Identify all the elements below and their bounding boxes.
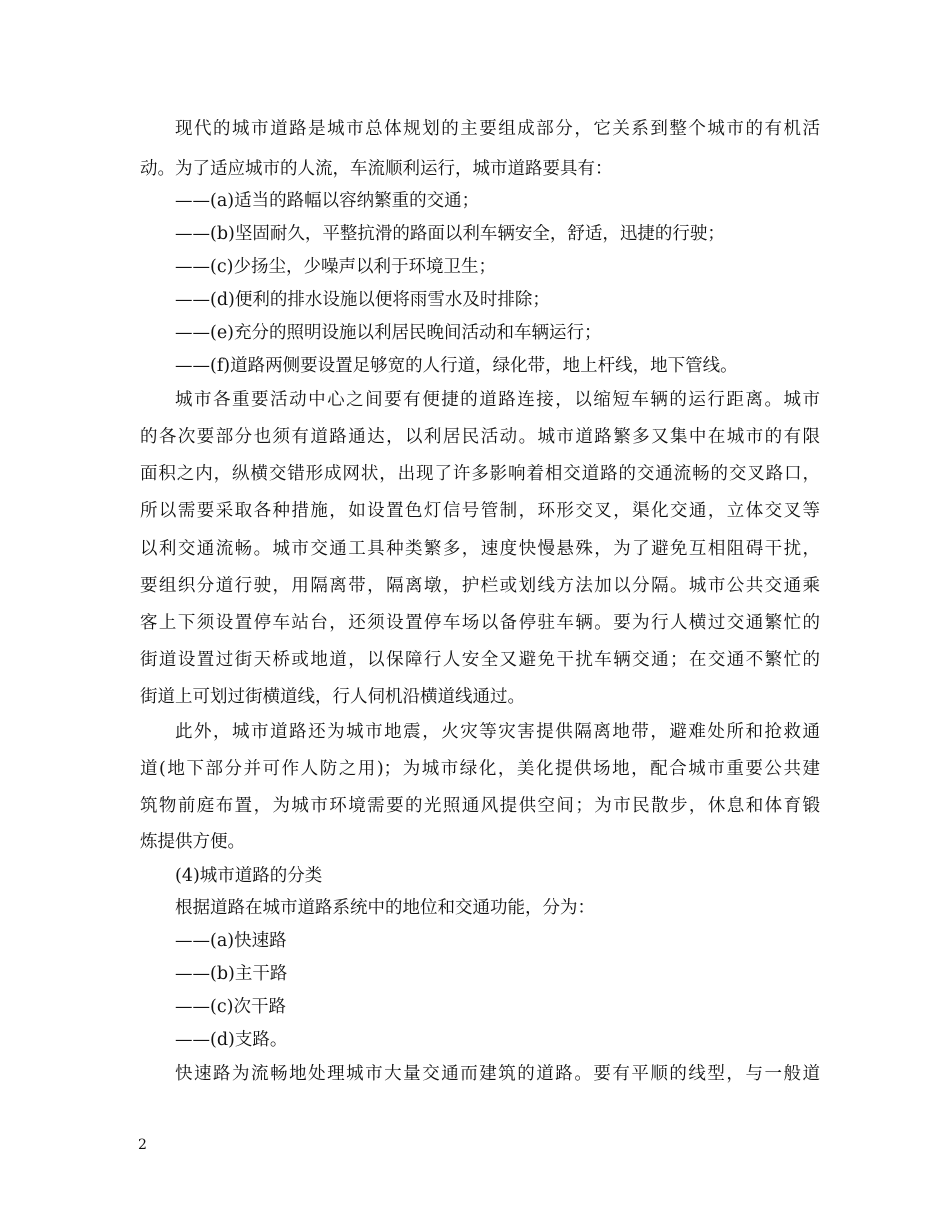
list-item: ——(d)便利的排水设施以便将雨雪水及时排除； — [175, 290, 550, 310]
text-line: 此外，城市道路还为城市地震，火灾等灾害提供隔离地带，避难处所和抢救通 — [175, 722, 820, 742]
list-item: ——(e)充分的照明设施以利居民晚间活动和车辆运行； — [175, 323, 602, 343]
text-line: 以利交通流畅。城市交通工具种类繁多，速度快慢悬殊，为了避免互相阻碍干扰， — [140, 539, 820, 559]
list-item: ——(b)坚固耐久，平整抗滑的路面以利车辆安全，舒适，迅捷的行驶； — [175, 224, 725, 244]
text-line: 要组织分道行驶，用隔离带，隔离墩，护栏或划线方法加以分隔。城市公共交通乘 — [140, 576, 820, 596]
section-heading: (4)城市道路的分类 — [175, 866, 323, 886]
text-line: 现代的城市道路是城市总体规划的主要组成部分，它关系到整个城市的有机活 — [175, 119, 820, 139]
text-line: 筑物前庭布置，为城市环境需要的光照通风提供空间；为市民散步，休息和体育锻 — [140, 796, 820, 816]
list-item: ——(c)次干路 — [175, 997, 286, 1017]
list-item: ——(a)适当的路幅以容纳繁重的交通； — [175, 191, 480, 211]
list-item: ——(a)快速路 — [175, 931, 287, 951]
list-item: ——(f)道路两侧要设置足够宽的人行道，绿化带，地上杆线，地下管线。 — [175, 356, 738, 376]
text-line: 街道上可划过街横道线，行人伺机沿横道线通过。 — [140, 687, 525, 707]
text-line: 道(地下部分并可作人防之用)；为城市绿化，美化提供场地，配合城市重要公共建 — [140, 759, 820, 779]
list-item: ——(c)少扬尘，少噪声以利于环境卫生； — [175, 257, 496, 277]
text-line: 客上下须设置停车站台，还须设置停车场以备停驻车辆。要为行人横过交通繁忙的 — [140, 613, 820, 633]
text-line: 根据道路在城市道路系统中的地位和交通功能，分为： — [175, 898, 595, 918]
text-line: 快速路为流畅地处理城市大量交通而建筑的道路。要有平顺的线型，与一般道 — [175, 1064, 820, 1084]
text-line: 炼提供方便。 — [140, 832, 245, 852]
text-line: 面积之内，纵横交错形成网状，出现了许多影响着相交道路的交通流畅的交叉路口， — [140, 464, 820, 484]
text-line: 的各次要部分也须有道路通达，以利居民活动。城市道路繁多又集中在城市的有限 — [140, 427, 820, 447]
text-line: 城市各重要活动中心之间要有便捷的道路连接，以缩短车辆的运行距离。城市 — [175, 390, 820, 410]
text-line: 动。为了适应城市的人流，车流顺利运行，城市道路要具有： — [140, 159, 613, 179]
list-item: ——(d)支路。 — [175, 1030, 288, 1050]
text-line: 街道设置过街天桥或地道，以保障行人安全又避免干扰车辆交通；在交通不繁忙的 — [140, 650, 820, 670]
page-number: 2 — [138, 1137, 147, 1153]
text-line: 所以需要采取各种措施，如设置色灯信号管制，环形交叉，渠化交通，立体交叉等 — [140, 501, 820, 521]
list-item: ——(b)主干路 — [175, 964, 288, 984]
